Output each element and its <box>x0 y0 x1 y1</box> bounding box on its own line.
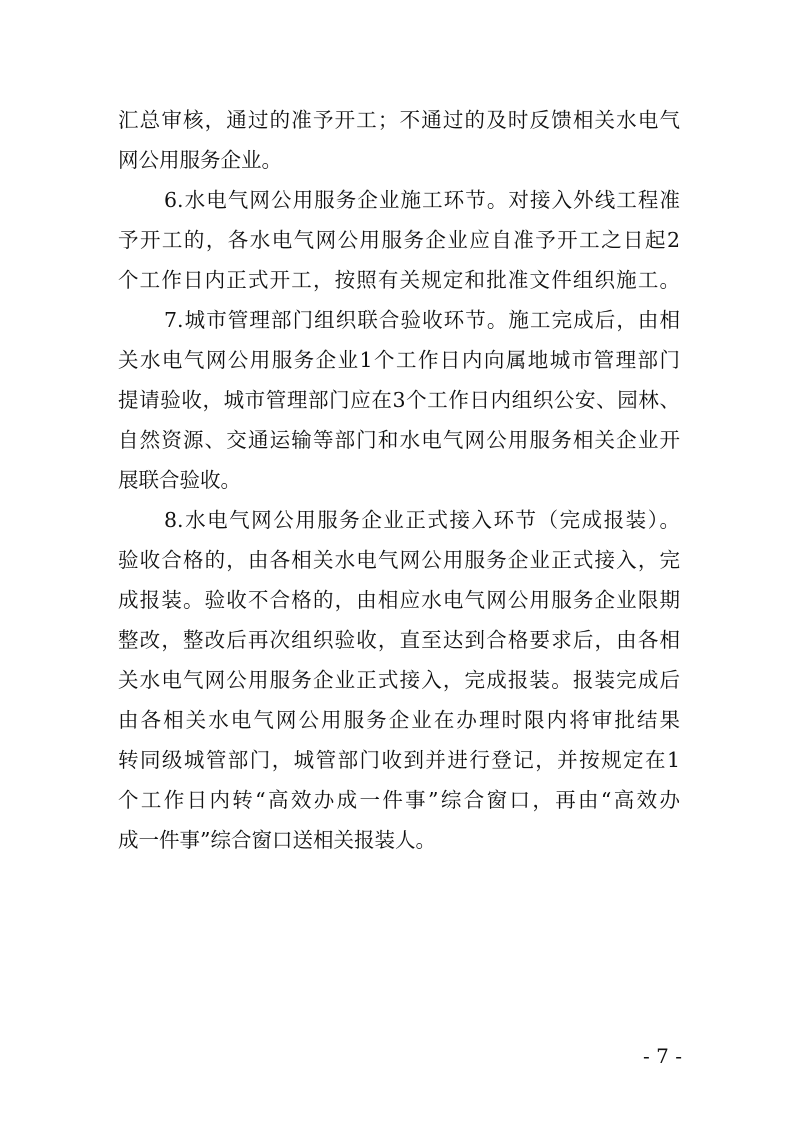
text-line-18: 个工作日内转“高效办成一件事”综合窗口，再由“高效办 <box>118 788 680 812</box>
text-line-3: 6.水电气网公用服务企业施工环节。对接入外线工程准 <box>164 188 680 212</box>
text-line-16: 由各相关水电气网公用服务企业在办理时限内将审批结果 <box>118 708 680 732</box>
text-line-2: 网公用服务企业。 <box>118 148 282 172</box>
text-line-11: 8.水电气网公用服务企业正式接入环节（完成报装）。 <box>164 508 680 532</box>
text-line-6: 7.城市管理部门组织联合验收环节。施工完成后，由相 <box>164 308 680 332</box>
text-line-14: 整改，整改后再次组织验收，直至达到合格要求后，由各相 <box>118 628 680 652</box>
text-line-1: 汇总审核，通过的准予开工；不通过的及时反馈相关水电气 <box>118 108 680 132</box>
text-line-4: 予开工的，各水电气网公用服务企业应自准予开工之日起2 <box>118 228 680 252</box>
text-line-12: 验收合格的，由各相关水电气网公用服务企业正式接入，完 <box>118 548 680 572</box>
text-line-15: 关水电气网公用服务企业正式接入，完成报装。报装完成后 <box>118 668 680 692</box>
text-line-19: 成一件事”综合窗口送相关报装人。 <box>118 828 436 852</box>
text-line-7: 关水电气网公用服务企业1个工作日内向属地城市管理部门 <box>118 348 680 372</box>
text-line-5: 个工作日内正式开工，按照有关规定和批准文件组织施工。 <box>118 268 680 292</box>
text-line-13: 成报装。验收不合格的，由相应水电气网公用服务企业限期 <box>118 588 680 612</box>
text-line-9: 自然资源、交通运输等部门和水电气网公用服务相关企业开 <box>118 428 680 452</box>
page-number: - 7 - <box>643 1044 682 1068</box>
text-line-8: 提请验收，城市管理部门应在3个工作日内组织公安、园林、 <box>118 388 680 412</box>
text-line-17: 转同级城管部门，城管部门收到并进行登记，并按规定在1 <box>118 748 680 772</box>
text-line-10: 展联合验收。 <box>118 468 241 492</box>
